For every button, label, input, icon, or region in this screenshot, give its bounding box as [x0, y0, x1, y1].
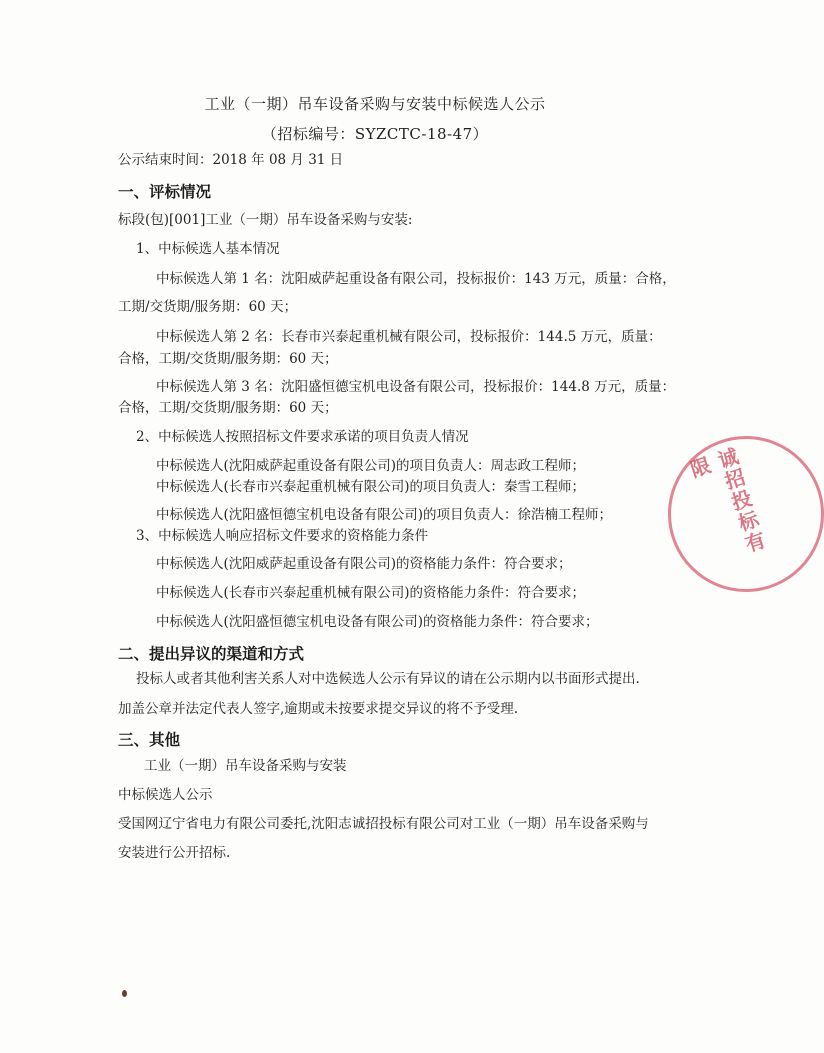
objection-line-2: 加盖公章并法定代表人签字,逾期或未按要求提交异议的将不予受理. — [118, 701, 519, 717]
qualification-3: 中标候选人(沈阳盛恒德宝机电设备有限公司)的资格能力条件：符合要求； — [156, 614, 599, 630]
project-lead-3: 中标候选人(沈阳盛恒德宝机电设备有限公司)的项目负责人：徐浩楠工程师； — [156, 507, 613, 523]
objection-line-1: 投标人或者其他利害关系人对中选候选人公示有异议的请在公示期内以书面形式提出. — [136, 671, 640, 687]
candidate-3-line-1: 中标候选人第 3 名：沈阳盛恒德宝机电设备有限公司，投标报价：144.8 万元，质量： — [156, 379, 676, 395]
other-line-4: 安装进行公开招标. — [118, 845, 231, 861]
section-1-heading: 一、评标情况 — [118, 183, 212, 201]
other-line-2: 中标候选人公示 — [118, 787, 213, 803]
qualification-2: 中标候选人(长春市兴泰起重机械有限公司)的资格能力条件：符合要求； — [156, 585, 586, 601]
page-title: 工业（一期）吊车设备采购与安装中标候选人公示 — [204, 95, 546, 113]
candidate-2-line-2: 合格，工期/交货期/服务期：60 天； — [118, 351, 338, 367]
candidate-1-line-1: 中标候选人第 1 名：沈阳威萨起重设备有限公司，投标报价：143 万元，质量：合格， — [156, 271, 676, 287]
section-2-heading: 二、提出异议的渠道和方式 — [118, 645, 305, 663]
official-seal-text: 诚招投标有限 — [684, 445, 769, 558]
candidate-3-line-2: 合格，工期/交货期/服务期：60 天； — [118, 400, 338, 416]
subsection-2-title: 2、中标候选人按照招标文件要求承诺的项目负责人情况 — [136, 429, 469, 445]
notice-end-time: 公示结束时间：2018 年 08 月 31 日 — [118, 152, 344, 168]
subsection-3-title: 3、中标候选人响应招标文件要求的资格能力条件 — [136, 528, 429, 544]
candidate-1-line-2: 工期/交货期/服务期：60 天； — [118, 299, 298, 315]
section-3-heading: 三、其他 — [118, 731, 181, 749]
lot-line: 标段(包)[001]工业（一期）吊车设备采购与安装: — [118, 212, 413, 228]
qualification-1: 中标候选人(沈阳威萨起重设备有限公司)的资格能力条件：符合要求； — [156, 556, 572, 572]
candidate-2-line-1: 中标候选人第 2 名：长春市兴泰起重机械有限公司，投标报价：144.5 万元，质量： — [156, 329, 662, 345]
project-lead-1: 中标候选人(沈阳威萨起重设备有限公司)的项目负责人：周志政工程师； — [156, 458, 586, 474]
subsection-1-title: 1、中标候选人基本情况 — [136, 241, 280, 257]
tender-number: （招标编号：SYZCTC-18-47） — [261, 125, 489, 143]
project-lead-2: 中标候选人(长春市兴泰起重机械有限公司)的项目负责人：秦雪工程师； — [156, 479, 586, 495]
other-line-1: 工业（一期）吊车设备采购与安装 — [144, 758, 347, 774]
paper-speck — [122, 990, 127, 997]
other-line-3: 受国网辽宁省电力有限公司委托,沈阳志诚招投标有限公司对工业（一期）吊车设备采购与 — [118, 816, 649, 832]
